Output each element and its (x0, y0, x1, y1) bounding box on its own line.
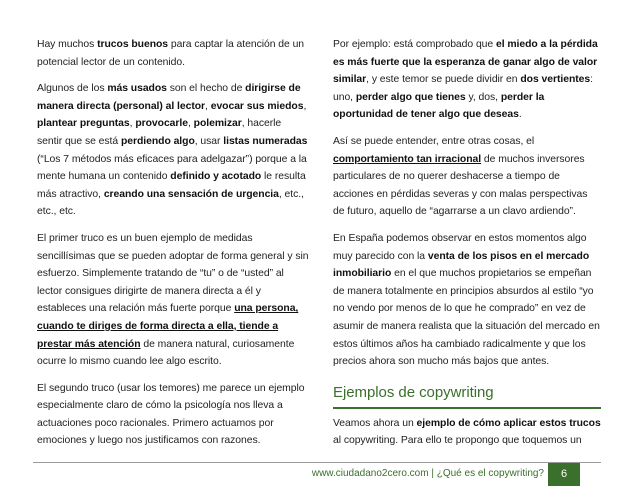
paragraph: Así se puede entender, entre otras cosas, el comportamiento tan irracional de muchos inversores particulares de no querer deshacerse a tiempo de acciones en pérdidas severas y con malas perspectivas de futuro, aquello de “agarrarse a un clavo ardiendo”. (333, 135, 588, 218)
paragraph: El primer truco es un buen ejemplo de medidas sencillísimas que se pueden adoptar de forma general y sin esfuerzo. Simplemente tratando de “tu” o de “usted” al lector consigues dirigirte de manera directa a él y estableces una relación más fuerte porque una persona, cuando te diriges de forma directa a ella, tiende a prestar más atención de manera natural, curiosamente ocurre lo mismo cuando lee algo escrito. (37, 232, 309, 368)
emphasis: creando una sensación de urgencia (103, 188, 279, 200)
emphasis: perder la oportunidad de tener algo que deseas (333, 91, 545, 121)
emphasis: ejemplo de cómo aplicar estos trucos (416, 417, 601, 429)
paragraph: El segundo truco (usar los temores) me parece un ejemplo especialmente claro de cómo la psicología nos lleva a actuaciones poco racionales. Primero actuamos por emociones y luego nos justificamos con razones. (37, 382, 305, 447)
paragraph: Hay muchos trucos buenos para captar la atención de un potencial lector de un contenido. (37, 39, 305, 68)
right-column (333, 36, 601, 459)
emphasis: evocar sus miedos (210, 100, 304, 112)
emphasis: listas numeradas (223, 135, 308, 147)
emphasis: comportamiento tan irracional (333, 153, 482, 165)
emphasis: venta de los pisos en el mercado inmobiliario (333, 250, 590, 280)
section-heading: Ejemplos de copywriting (333, 383, 494, 401)
emphasis: perder algo que tienes (355, 91, 466, 103)
emphasis: definido y acotado (170, 171, 262, 183)
emphasis: trucos buenos (97, 39, 169, 50)
page-number: 6 (548, 463, 580, 486)
emphasis: perdiendo algo (120, 135, 195, 147)
paragraph: Por ejemplo: está comprobado que el miedo a la pérdida es más fuerte que la esperanza de ganar algo de valor similar, y este temor se puede dividir en dos vertientes: uno, perder algo que tienes y, dos, perder la oportunidad de tener algo que deseas. (333, 39, 598, 121)
emphasis: plantear preguntas (37, 118, 130, 130)
footer-text: www.ciudadano2cero.com | ¿Qué es el copywriting? (311, 468, 544, 479)
emphasis: una persona, cuando te diriges de forma directa a ella, tiende a prestar más atención (37, 303, 299, 350)
paragraph: Algunos de los más usados son el hecho de dirigirse de manera directa (personal) al lector, evocar sus miedos, plantear preguntas, provocarle, polemizar, hacerle sentir que se está perdiendo algo, usar listas numeradas (“Los 7 métodos más eficaces para adelgazar”) porque a la mente humana un contenido definido y acotado le resulta más atractivo, creando una sensación de urgencia, etc., etc., etc. (37, 83, 308, 218)
emphasis: dirigirse de manera directa (personal) al lector (37, 83, 301, 112)
emphasis: más usados (107, 83, 167, 95)
emphasis: provocarle (135, 118, 188, 130)
left-column (37, 36, 309, 459)
emphasis: dos vertientes (520, 74, 591, 86)
emphasis: el miedo a la pérdida es más fuerte que la esperanza de ganar algo de valor similar (333, 39, 598, 86)
paragraph: Veamos ahora un ejemplo de cómo aplicar estos trucos al copywriting. Para ello te propongo que toquemos un (333, 417, 601, 447)
footer-divider (33, 462, 601, 463)
paragraph: En España podemos observar en estos momentos algo muy parecido con la venta de los pisos en el mercado inmobiliario en el que muchos propietarios se empeñan de manera totalmente en principios absurdos al estilo “yo no vendo por menos de lo que he comprado” en vez de asumir de manera realista que la situación del mercado en estos últimos años ha cambiado radicalmente y que los precios ahora son mucho más bajos que antes. (333, 232, 600, 368)
emphasis: polemizar (193, 118, 242, 130)
heading-rule (333, 407, 601, 409)
